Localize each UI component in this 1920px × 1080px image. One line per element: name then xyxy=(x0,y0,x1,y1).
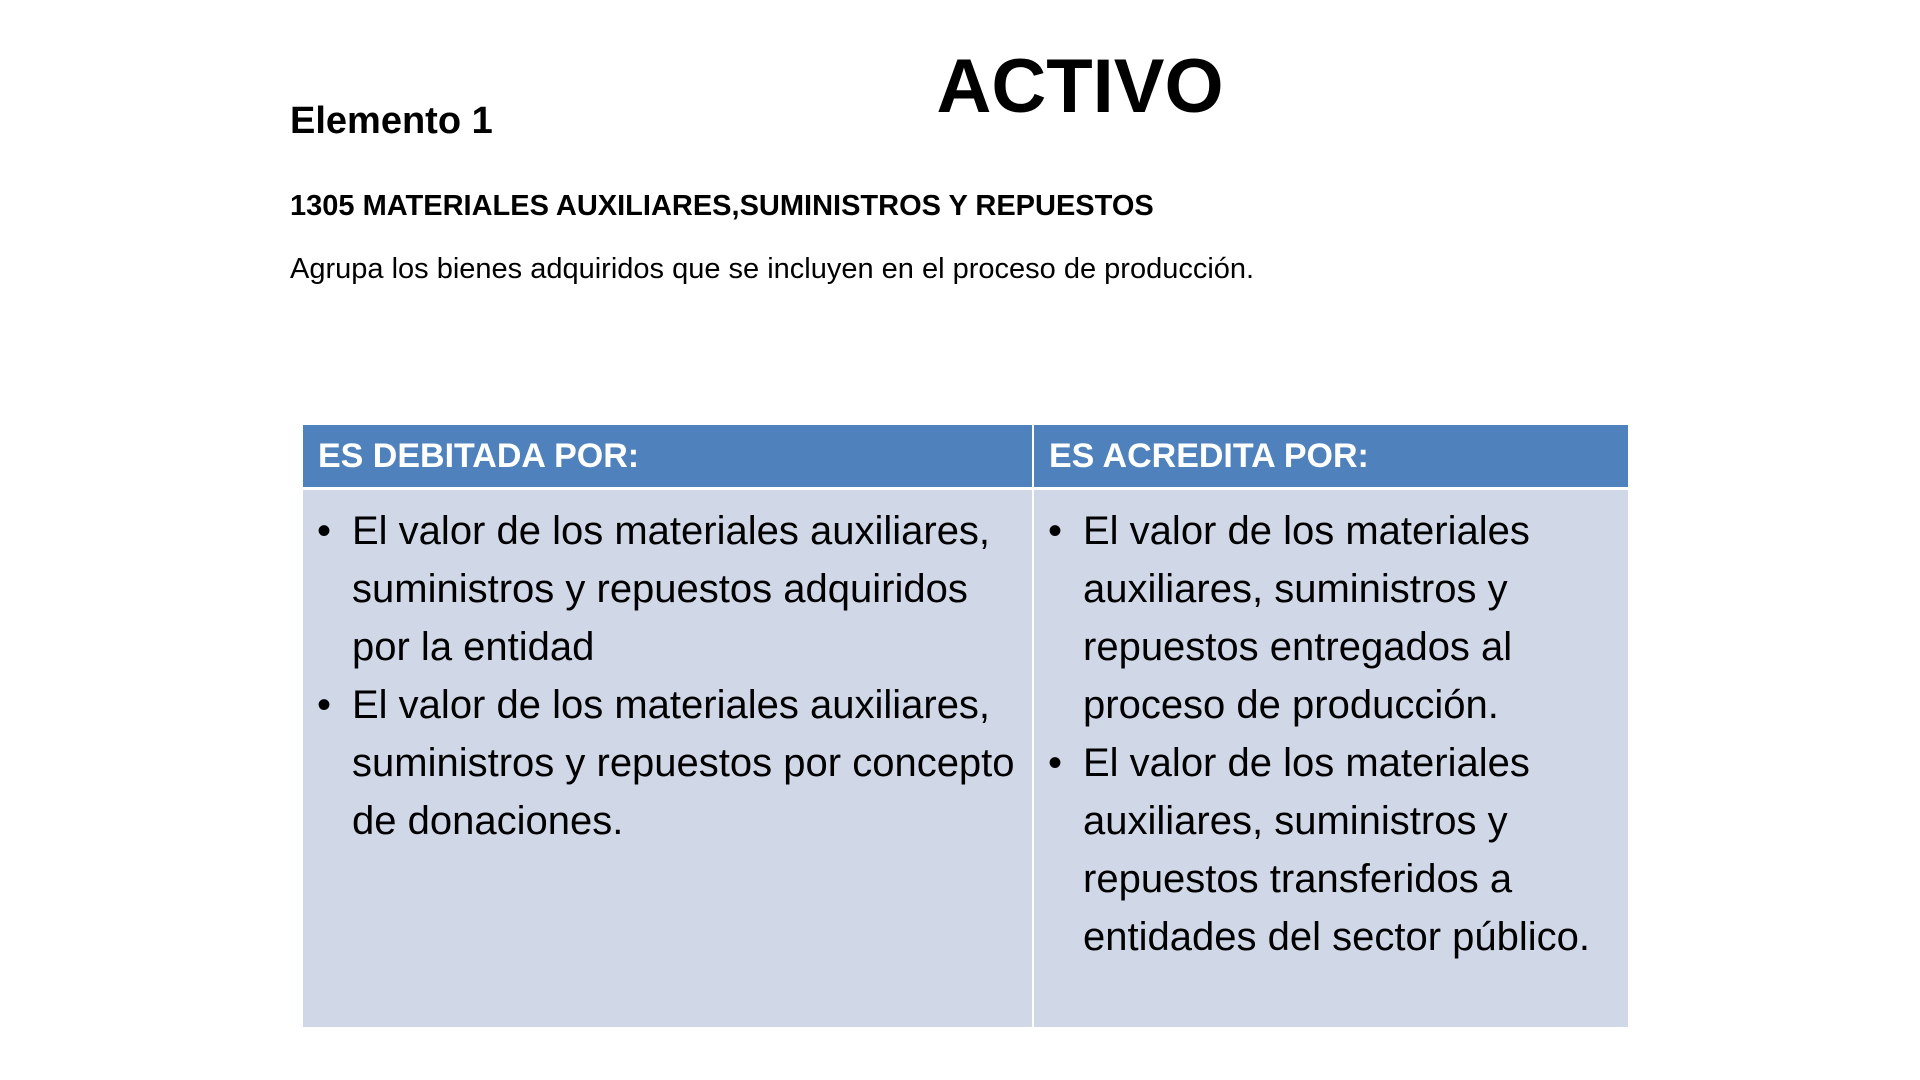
debit-column-header: ES DEBITADA POR: xyxy=(303,425,1033,489)
element-label: Elemento 1 xyxy=(290,100,493,142)
list-item: • El valor de los materiales auxiliares, suministros y repuestos por concepto de donaciones. xyxy=(315,676,1022,850)
list-item: • El valor de los materiales auxiliares, suministros y repuestos adquiridos por la entidad xyxy=(315,502,1022,676)
credit-list xyxy=(1046,502,1618,966)
table-row xyxy=(303,489,1628,1028)
account-heading: 1305 MATERIALES AUXILIARES,SUMINISTROS Y REPUESTOS xyxy=(290,190,1154,222)
credit-cell xyxy=(1033,489,1628,1028)
account-description: Agrupa los bienes adquiridos que se incluyen en el proceso de producción. xyxy=(290,253,1255,285)
debit-cell xyxy=(303,489,1033,1028)
list-item: • El valor de los materiales auxiliares, suministros y repuestos transferidos a entidades del sector público. xyxy=(1046,734,1618,966)
slide-title: ACTIVO xyxy=(936,44,1224,129)
list-item: • El valor de los materiales auxiliares, suministros y repuestos entregados al proceso de producción. xyxy=(1046,502,1618,734)
accounting-rules-table xyxy=(303,425,1628,1027)
table-header-row xyxy=(303,425,1628,489)
debit-list xyxy=(315,502,1022,850)
credit-column-header: ES ACREDITA POR: xyxy=(1033,425,1628,489)
